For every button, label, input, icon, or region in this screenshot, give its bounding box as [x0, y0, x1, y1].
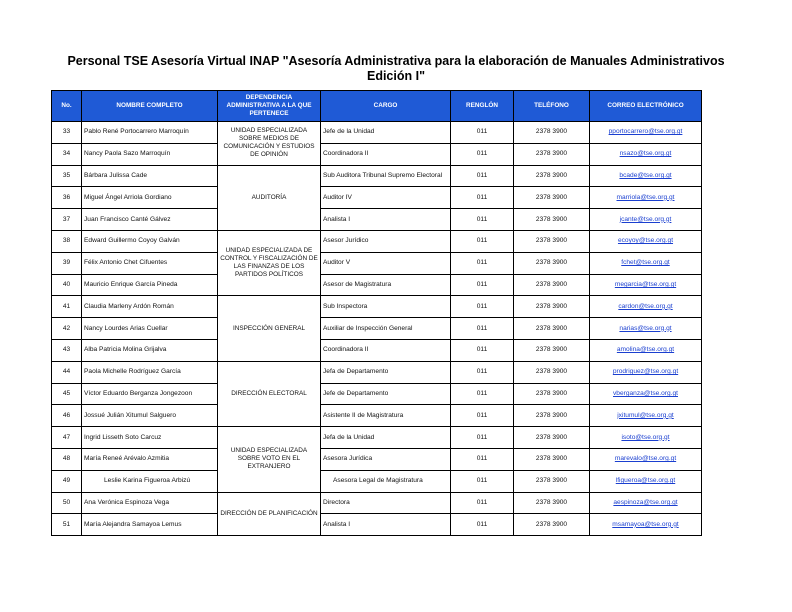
table-row	[52, 427, 702, 449]
row-nombre: Pablo René Portocarrero Marroquín	[82, 122, 218, 144]
row-renglon: 011	[451, 230, 514, 252]
row-correo	[590, 339, 702, 361]
table-header-row	[52, 91, 702, 122]
row-nombre: Claudia Marleny Ardón Román	[82, 296, 218, 318]
table-row	[52, 383, 702, 405]
row-no: 37	[52, 209, 82, 231]
table-row	[52, 361, 702, 383]
row-correo	[590, 143, 702, 165]
email-link[interactable]: pportocarrero@tse.org.gt	[608, 128, 683, 136]
row-cargo: Jefa de la Unidad	[321, 427, 451, 449]
dependency-cell: UNIDAD ESPECIALIZADA SOBRE VOTO EN EL EXTRANJERO	[218, 427, 321, 492]
row-no: 44	[52, 361, 82, 383]
row-cargo: Asesora Jurídica	[321, 448, 451, 470]
table-row	[52, 405, 702, 427]
row-cargo: Coordinadora II	[321, 143, 451, 165]
email-link[interactable]: bcade@tse.org.gt	[619, 171, 672, 179]
table-row	[52, 143, 702, 165]
row-telefono: 2378 3900	[514, 318, 590, 340]
row-cargo: Asesor de Magistratura	[321, 274, 451, 296]
header-dependencia: DEPENDENCIA ADMINISTRATIVA A LA QUE PERTENECE	[218, 91, 321, 122]
row-cargo: Auditor IV	[321, 187, 451, 209]
row-correo	[590, 318, 702, 340]
header-cargo: CARGO	[321, 91, 451, 122]
row-no: 38	[52, 230, 82, 252]
dependency-cell: INSPECCIÓN GENERAL	[218, 296, 321, 361]
row-telefono: 2378 3900	[514, 143, 590, 165]
row-renglon: 011	[451, 448, 514, 470]
row-telefono: 2378 3900	[514, 383, 590, 405]
row-correo	[590, 209, 702, 231]
row-no: 50	[52, 492, 82, 514]
row-nombre: María Alejandra Samayoa Lemus	[82, 514, 218, 536]
table-row	[52, 296, 702, 318]
row-renglon: 011	[451, 427, 514, 449]
row-telefono: 2378 3900	[514, 448, 590, 470]
row-cargo: Jefe de Departamento	[321, 383, 451, 405]
row-no: 45	[52, 383, 82, 405]
table-row	[52, 122, 702, 144]
row-no: 33	[52, 122, 82, 144]
row-no: 36	[52, 187, 82, 209]
table-row	[52, 187, 702, 209]
row-cargo: Coordinadora II	[321, 339, 451, 361]
row-no: 39	[52, 252, 82, 274]
row-renglon: 011	[451, 143, 514, 165]
row-nombre: Ana Verónica Espinoza Vega	[82, 492, 218, 514]
email-link[interactable]: marevalo@tse.org.gt	[614, 455, 677, 463]
header-renglon: RENGLÓN	[451, 91, 514, 122]
row-telefono: 2378 3900	[514, 187, 590, 209]
email-link[interactable]: fchet@tse.org.gt	[621, 259, 670, 267]
row-nombre: Félix Antonio Chet Cifuentes	[82, 252, 218, 274]
header-telefono: TELÉFONO	[514, 91, 590, 122]
row-renglon: 011	[451, 361, 514, 383]
row-nombre: Nancy Paola Sazo Marroquín	[82, 143, 218, 165]
row-nombre: Leslie Karina Figueroa Arbizú	[82, 470, 218, 492]
email-link[interactable]: aespinoza@tse.org.gt	[613, 498, 678, 506]
title-line-1: Personal TSE Asesoría Virtual INAP "Asesoría Administrativa para la elaboración de Manuales Administrativos	[67, 54, 725, 68]
row-cargo: Directora	[321, 492, 451, 514]
dependency-cell: UNIDAD ESPECIALIZADA SOBRE MEDIOS DE COMUNICACIÓN Y ESTUDIOS DE OPINIÓN	[218, 122, 321, 166]
dependency-cell: DIRECCIÓN DE PLANIFICACIÓN	[218, 492, 321, 536]
row-renglon: 011	[451, 296, 514, 318]
row-renglon: 011	[451, 122, 514, 144]
email-link[interactable]: narias@tse.org.gt	[619, 324, 672, 332]
row-nombre: Ingrid Lisseth Soto Carcuz	[82, 427, 218, 449]
email-link[interactable]: amolina@tse.org.gt	[616, 346, 675, 354]
row-correo	[590, 187, 702, 209]
row-telefono: 2378 3900	[514, 274, 590, 296]
row-no: 41	[52, 296, 82, 318]
row-no: 43	[52, 339, 82, 361]
row-no: 49	[52, 470, 82, 492]
row-nombre: Mauricio Enrique García Pineda	[82, 274, 218, 296]
row-renglon: 011	[451, 209, 514, 231]
row-correo	[590, 383, 702, 405]
email-link[interactable]: msamayoa@tse.org.gt	[612, 520, 679, 528]
row-correo	[590, 230, 702, 252]
row-telefono: 2378 3900	[514, 252, 590, 274]
row-cargo: Jefe de la Unidad	[321, 122, 451, 144]
row-telefono: 2378 3900	[514, 165, 590, 187]
row-renglon: 011	[451, 514, 514, 536]
row-nombre: Edward Guillermo Coyoy Galván	[82, 230, 218, 252]
row-telefono: 2378 3900	[514, 470, 590, 492]
header-nombre: NOMBRE COMPLETO	[82, 91, 218, 122]
row-nombre: Bárbara Julissa Cade	[82, 165, 218, 187]
row-correo	[590, 361, 702, 383]
row-correo	[590, 448, 702, 470]
table-row	[52, 252, 702, 274]
row-telefono: 2378 3900	[514, 296, 590, 318]
row-correo	[590, 470, 702, 492]
row-correo	[590, 427, 702, 449]
row-nombre: Víctor Eduardo Berganza Jongezoon	[82, 383, 218, 405]
row-renglon: 011	[451, 318, 514, 340]
row-nombre: Alba Patricia Molina Grijalva	[82, 339, 218, 361]
personnel-table	[51, 90, 702, 536]
table-row	[52, 209, 702, 231]
row-cargo: Asesora Legal de Magistratura	[321, 470, 451, 492]
table-row	[52, 230, 702, 252]
row-correo	[590, 252, 702, 274]
row-telefono: 2378 3900	[514, 427, 590, 449]
row-no: 47	[52, 427, 82, 449]
row-correo	[590, 296, 702, 318]
row-correo	[590, 274, 702, 296]
row-nombre: Miguel Ángel Arriola Gordiano	[82, 187, 218, 209]
row-renglon: 011	[451, 470, 514, 492]
email-link[interactable]: megarcia@tse.org.gt	[614, 280, 677, 288]
row-cargo: Sub Auditora Tribunal Supremo Electoral	[321, 165, 451, 187]
row-nombre: Nancy Lourdes Arias Cuellar	[82, 318, 218, 340]
row-telefono: 2378 3900	[514, 405, 590, 427]
email-link[interactable]: nsazo@tse.org.gt	[619, 150, 672, 158]
row-telefono: 2378 3900	[514, 339, 590, 361]
row-cargo: Auditor V	[321, 252, 451, 274]
email-link[interactable]: isoto@tse.org.gt	[621, 433, 670, 441]
row-cargo: Auxiliar de Inspección General	[321, 318, 451, 340]
email-link[interactable]: jxitumul@tse.org.gt	[617, 411, 674, 419]
row-renglon: 011	[451, 252, 514, 274]
row-correo	[590, 514, 702, 536]
row-no: 46	[52, 405, 82, 427]
row-nombre: María Reneé Arévalo Azmitia	[82, 448, 218, 470]
table-row	[52, 274, 702, 296]
row-no: 34	[52, 143, 82, 165]
row-cargo: Analista I	[321, 209, 451, 231]
row-renglon: 011	[451, 187, 514, 209]
row-cargo: Sub Inspectora	[321, 296, 451, 318]
email-link[interactable]: vberganza@tse.org.gt	[613, 389, 678, 397]
dependency-cell: DIRECCIÓN ELECTORAL	[218, 361, 321, 426]
table-row	[52, 318, 702, 340]
row-renglon: 011	[451, 492, 514, 514]
header-no: No.	[52, 91, 82, 122]
table-row	[52, 514, 702, 536]
table-row	[52, 448, 702, 470]
title-line-2: Edición I"	[366, 69, 425, 83]
row-telefono: 2378 3900	[514, 209, 590, 231]
row-no: 40	[52, 274, 82, 296]
dependency-cell: UNIDAD ESPECIALIZADA DE CONTROL Y FISCALIZACIÓN DE LAS FINANZAS DE LOS PARTIDOS POLÍTICOS	[218, 230, 321, 295]
row-telefono: 2378 3900	[514, 361, 590, 383]
table-row	[52, 165, 702, 187]
email-link[interactable]: prodriguez@tse.org.gt	[612, 368, 679, 376]
email-link[interactable]: jcante@tse.org.gt	[619, 215, 672, 223]
row-telefono: 2378 3900	[514, 122, 590, 144]
row-telefono: 2378 3900	[514, 230, 590, 252]
row-no: 35	[52, 165, 82, 187]
row-cargo: Analista I	[321, 514, 451, 536]
header-correo: CORREO ELECTRÓNICO	[590, 91, 702, 122]
row-nombre: Paola Michelle Rodríguez García	[82, 361, 218, 383]
row-no: 48	[52, 448, 82, 470]
row-renglon: 011	[451, 339, 514, 361]
dependency-cell: AUDITORÍA	[218, 165, 321, 230]
row-cargo: Asistente II de Magistratura	[321, 405, 451, 427]
row-correo	[590, 122, 702, 144]
email-link[interactable]: ecoyoy@tse.org.gt	[617, 237, 674, 245]
table-row	[52, 492, 702, 514]
row-nombre: Juan Francisco Canté Gálvez	[82, 209, 218, 231]
email-link[interactable]: marriola@tse.org.gt	[616, 193, 675, 201]
row-renglon: 011	[451, 405, 514, 427]
row-no: 42	[52, 318, 82, 340]
row-renglon: 011	[451, 274, 514, 296]
email-link[interactable]: cardon@tse.org.gt	[618, 302, 673, 310]
table-row	[52, 339, 702, 361]
row-telefono: 2378 3900	[514, 514, 590, 536]
email-link[interactable]: lfigueroa@tse.org.gt	[615, 477, 676, 485]
row-cargo: Asesor Jurídico	[321, 230, 451, 252]
table-row	[52, 470, 702, 492]
row-renglon: 011	[451, 165, 514, 187]
row-renglon: 011	[451, 383, 514, 405]
row-correo	[590, 405, 702, 427]
document-title	[40, 54, 752, 84]
row-no: 51	[52, 514, 82, 536]
row-correo	[590, 492, 702, 514]
row-nombre: Jossué Julián Xitumul Salguero	[82, 405, 218, 427]
row-correo	[590, 165, 702, 187]
row-telefono: 2378 3900	[514, 492, 590, 514]
row-cargo: Jefa de Departamento	[321, 361, 451, 383]
